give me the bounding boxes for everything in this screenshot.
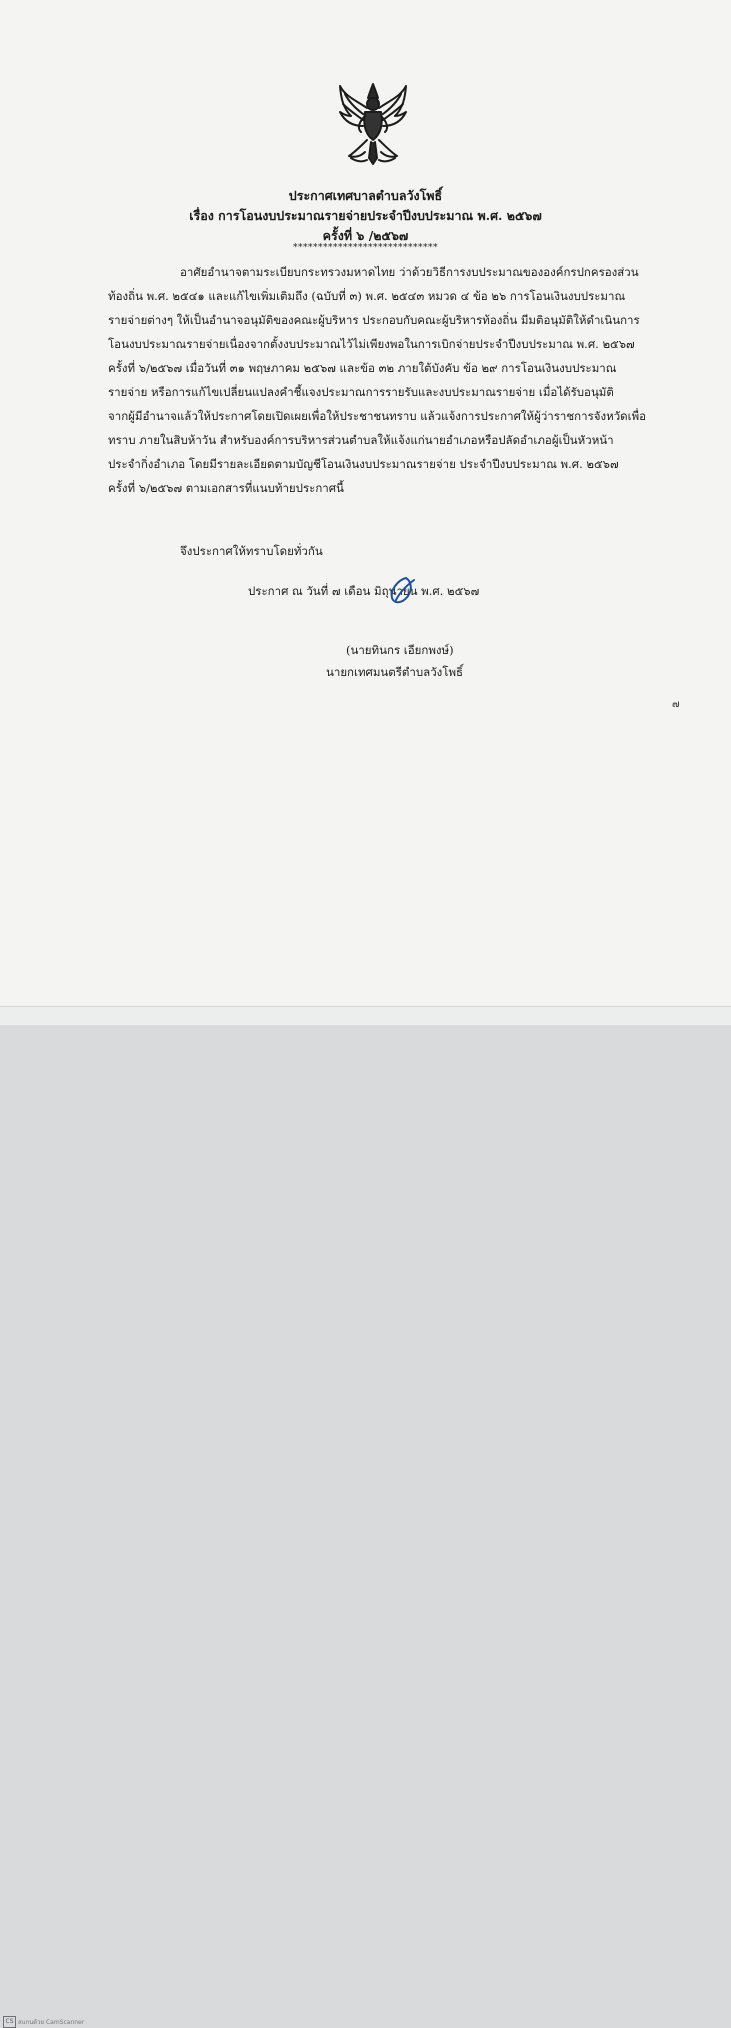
announcement-date: ประกาศ ณ วันที่ ๗ เดือน มิถุนายน พ.ศ. ๒๕๖๗ [248, 584, 480, 598]
document-page [0, 0, 731, 1006]
scanner-watermark: สแกนด้วย CamScanner [18, 2019, 85, 2026]
body-line: รายจ่ายต่างๆ ให้เป็นอำนาจอนุมัติของคณะผู้บริหาร ประกอบกับคณะผู้บริหารท้องถิ่น มีมติอนุมัติให้ดำเนินการ [108, 313, 640, 327]
scanner-footer [0, 1006, 731, 2026]
signer-title: นายกเทศมนตรีตำบลวังโพธิ์ [326, 665, 464, 679]
body-line: อาศัยอำนาจตามระเบียบกระทรวงมหาดไทย ว่าด้วยวิธีการงบประมาณขององค์กรปกครองส่วน [180, 265, 639, 279]
notice-title: ประกาศเทศบาลตำบลวังโพธิ์ [288, 188, 443, 203]
body-line: รายจ่าย หรือการแก้ไขเปลี่ยนแปลงคำชี้แจงประมาณการรายรับและงบประมาณรายจ่าย เมื่อได้รับอนุมัติ [108, 385, 614, 399]
body-line: ประจำกิ่งอำเภอ โดยมีรายละเอียดตามบัญชีโอนเงินงบประมาณรายจ่าย ประจำปีงบประมาณ พ.ศ. ๒๕๖๗ [108, 457, 619, 471]
notice-subject: เรื่อง การโอนงบประมาณรายจ่ายประจำปีงบประมาณ พ.ศ. ๒๕๖๗ [189, 208, 542, 223]
body-line: จากผู้มีอำนาจแล้วให้ประกาศโดยเปิดเผยเพื่อให้ประชาชนทราบ แล้วแจ้งการประกาศให้ผู้ว่าราชการจังหวัดเพื่อ [108, 409, 647, 423]
handwritten-signature-icon [384, 574, 420, 608]
separator-line: ***************************** [293, 243, 438, 253]
body-line: ครั้งที่ ๖/๒๕๖๗ เมื่อวันที่ ๓๑ พฤษภาคม ๒๕๖๗ และข้อ ๓๒ ภายใต้บังคับ ข้อ ๒๙ การโอนเงินงบประมาณ [108, 361, 617, 375]
closing-statement: จึงประกาศให้ทราบโดยทั่วกัน [180, 544, 323, 558]
page-mark: ๗ [672, 699, 680, 710]
signer-name: (นายทินกร เอียกพงษ์) [346, 643, 454, 657]
body-line: ท้องถิ่น พ.ศ. ๒๕๔๑ และแก้ไขเพิ่มเติมถึง (ฉบับที่ ๓) พ.ศ. ๒๕๔๓ หมวด ๔ ข้อ ๒๖ การโอนเงินงบประมาณ [108, 289, 626, 303]
notice-number: ครั้งที่ ๖ /๒๕๖๗ [322, 228, 409, 243]
body-line: ครั้งที่ ๖/๒๕๖๗ ตามเอกสารที่แนบท้ายประกาศนี้ [108, 481, 344, 495]
body-line: โอนงบประมาณรายจ่ายเนื่องจากตั้งงบประมาณไว้ไม่เพียงพอในการเบิกจ่ายประจำปีงบประมาณ พ.ศ. ๒๕๖๗ [108, 337, 635, 351]
camscanner-logo-icon: CS [3, 2016, 16, 2028]
body-line: ทราบ ภายในสิบห้าวัน สำหรับองค์การบริหารส่วนตำบลให้แจ้งแก่นายอำเภอหรือปลัดอำเภอผู้เป็นหัวหน้า [108, 433, 614, 447]
garuda-emblem-icon [337, 82, 409, 166]
